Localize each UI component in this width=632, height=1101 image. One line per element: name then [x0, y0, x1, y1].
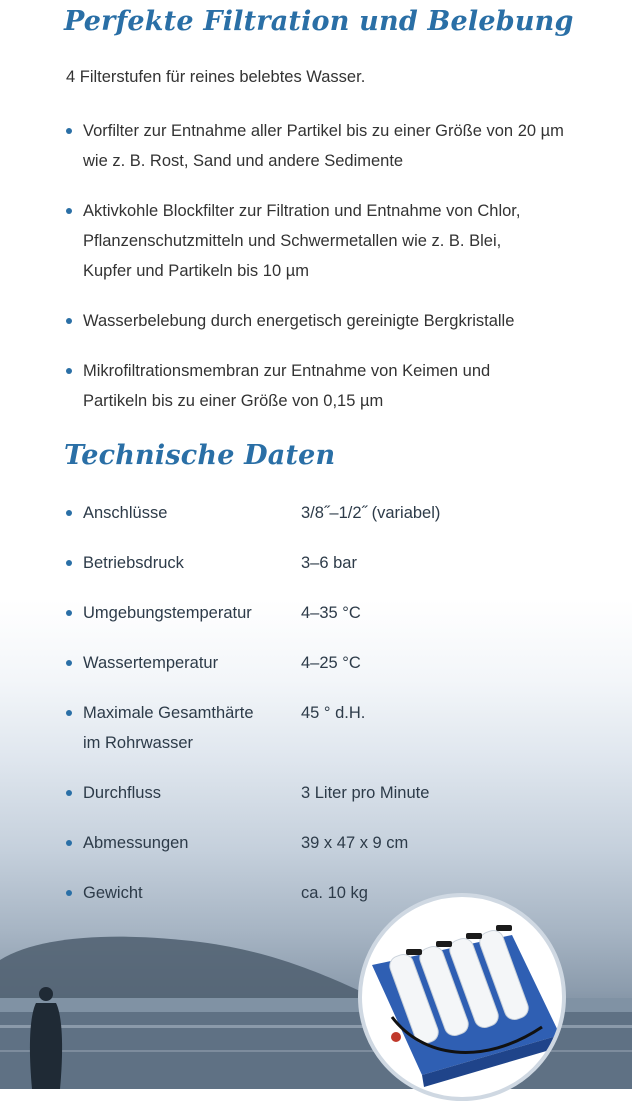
spec-value: 4–25 °C	[301, 654, 361, 672]
bullet-dot	[66, 368, 72, 374]
bullet-dot	[66, 560, 72, 566]
spec-value: 4–35 °C	[301, 604, 361, 622]
bullet-dot	[66, 610, 72, 616]
spec-label: Maximale Gesamthärte im Rohrwasser	[83, 704, 254, 752]
spec-value: 3 Liter pro Minute	[301, 784, 430, 802]
spec-label: Umgebungstemperatur	[83, 604, 252, 622]
spec-value: 3–6 bar	[301, 554, 357, 572]
spec-value: 45 ° d.H.	[301, 704, 366, 722]
bullet-dot	[66, 710, 72, 716]
filter-unit-illustration	[362, 897, 562, 1097]
bullet-dot	[66, 790, 72, 796]
spec-label: Gewicht	[83, 884, 143, 902]
spec-label: Anschlüsse	[83, 504, 168, 522]
spec-label: Wassertemperatur	[83, 654, 219, 672]
spec-label: Abmessungen	[83, 834, 189, 852]
spec-value: ca. 10 kg	[301, 884, 368, 902]
bullet-dot	[66, 128, 72, 134]
person-silhouette	[24, 985, 68, 1089]
bullet-dot	[66, 318, 72, 324]
spec-value: 3/8˝–1/2˝ (variabel)	[301, 504, 441, 522]
filtration-intro: 4 Filterstufen für reines belebtes Wasser.	[66, 68, 366, 86]
bullet-dot	[66, 510, 72, 516]
spec-label: Durchfluss	[83, 784, 161, 802]
specs-heading: Technische Daten	[64, 440, 336, 471]
filter-product-photo	[358, 893, 566, 1101]
bullet-dot	[66, 840, 72, 846]
bullet-dot	[66, 660, 72, 666]
bullet-dot	[66, 208, 72, 214]
spec-label: Betriebsdruck	[83, 554, 184, 572]
filtration-heading: Perfekte Filtration und Belebung	[64, 6, 574, 37]
spec-value: 39 x 47 x 9 cm	[301, 834, 409, 852]
bullet-dot	[66, 890, 72, 896]
